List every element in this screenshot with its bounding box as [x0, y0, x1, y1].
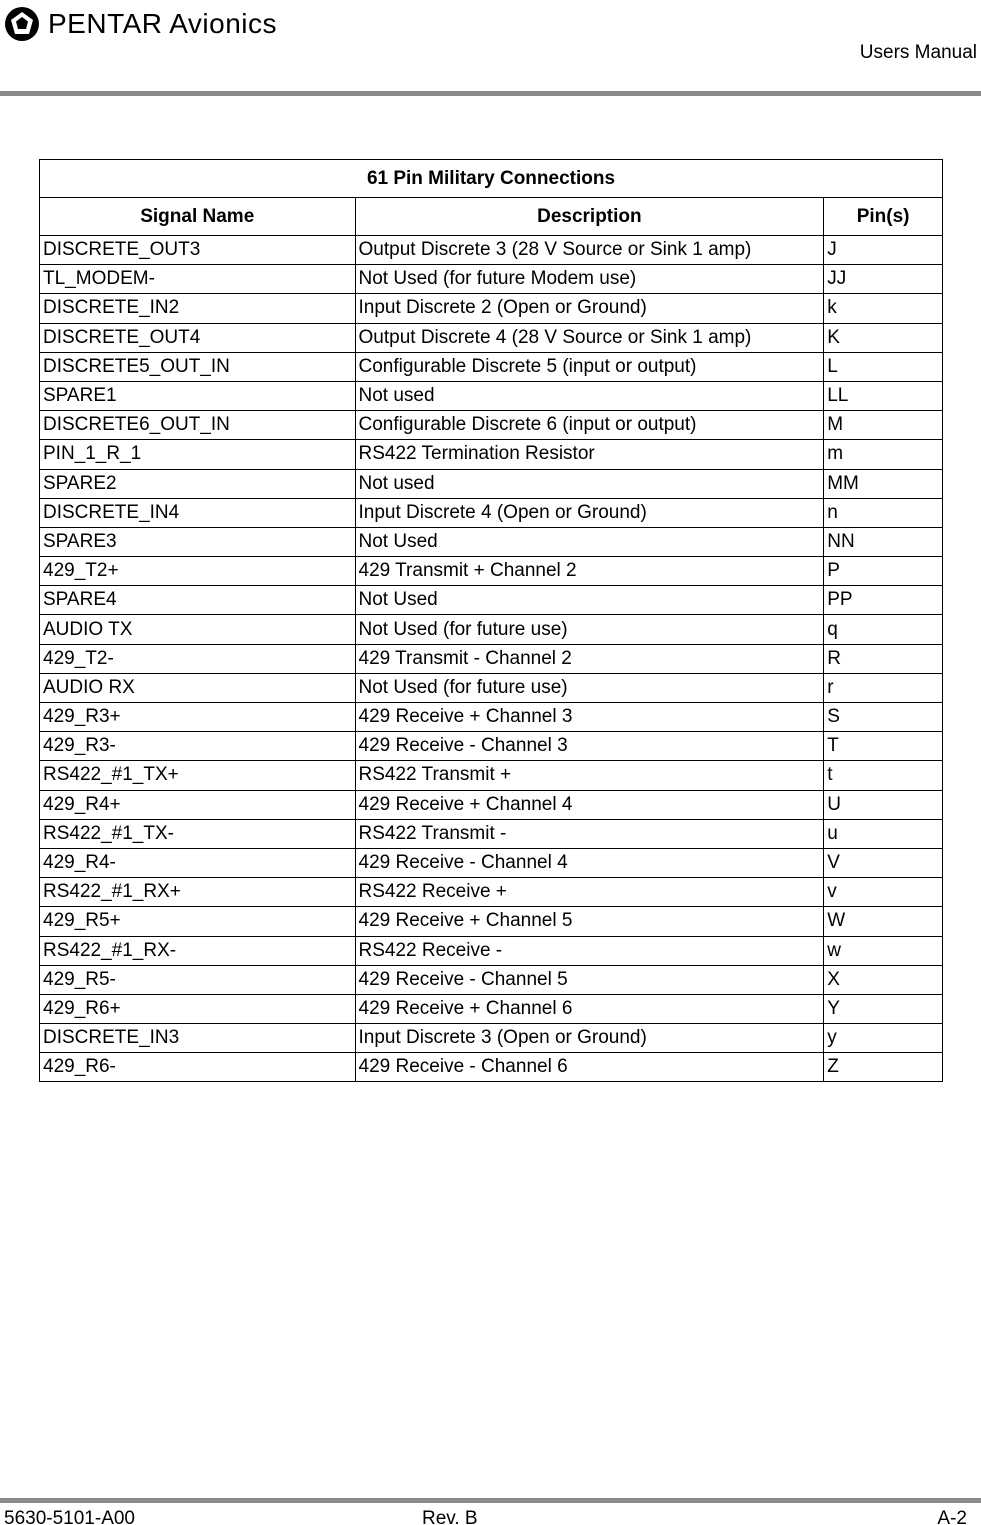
- signal-name-cell: TL_MODEM-: [40, 265, 356, 294]
- pin-cell: Z: [824, 1053, 943, 1082]
- table-row: [40, 644, 943, 673]
- signal-name-cell: SPARE2: [40, 469, 356, 498]
- description-cell: Not Used: [355, 527, 824, 556]
- description-cell: 429 Receive - Channel 3: [355, 732, 824, 761]
- description-cell: 429 Receive - Channel 6: [355, 1053, 824, 1082]
- column-header-signal-name: Signal Name: [40, 198, 356, 236]
- table-row: [40, 936, 943, 965]
- table-row: [40, 878, 943, 907]
- description-cell: Configurable Discrete 5 (input or output): [355, 352, 824, 381]
- pin-cell: t: [824, 761, 943, 790]
- pin-cell: n: [824, 498, 943, 527]
- pin-cell: LL: [824, 381, 943, 410]
- signal-name-cell: DISCRETE5_OUT_IN: [40, 352, 356, 381]
- pin-cell: w: [824, 936, 943, 965]
- description-cell: RS422 Transmit +: [355, 761, 824, 790]
- description-cell: Output Discrete 3 (28 V Source or Sink 1 amp): [355, 236, 824, 265]
- description-cell: 429 Transmit + Channel 2: [355, 557, 824, 586]
- header-rule: [0, 91, 981, 96]
- pin-cell: u: [824, 819, 943, 848]
- signal-name-cell: SPARE3: [40, 527, 356, 556]
- column-header-description: Description: [355, 198, 824, 236]
- table-row: [40, 586, 943, 615]
- revision-label: Rev. B: [422, 1508, 478, 1525]
- description-cell: Not Used (for future use): [355, 615, 824, 644]
- description-cell: 429 Receive + Channel 4: [355, 790, 824, 819]
- signal-name-cell: 429_R5-: [40, 965, 356, 994]
- pin-cell: y: [824, 1024, 943, 1053]
- signal-name-cell: DISCRETE_OUT3: [40, 236, 356, 265]
- signal-name-cell: DISCRETE_OUT4: [40, 323, 356, 352]
- signal-name-cell: SPARE1: [40, 381, 356, 410]
- page-number: A-2: [937, 1508, 967, 1525]
- brand-name: PENTAR Avionics: [48, 8, 277, 39]
- signal-name-cell: AUDIO TX: [40, 615, 356, 644]
- table-row: [40, 761, 943, 790]
- table-row: [40, 965, 943, 994]
- pin-connections-table: [39, 159, 943, 1082]
- table-row: [40, 294, 943, 323]
- table-caption: 61 Pin Military Connections: [40, 160, 943, 198]
- pin-cell: m: [824, 440, 943, 469]
- description-cell: Not Used (for future Modem use): [355, 265, 824, 294]
- pin-cell: k: [824, 294, 943, 323]
- table-row: [40, 323, 943, 352]
- pin-cell: NN: [824, 527, 943, 556]
- signal-name-cell: RS422_#1_TX-: [40, 819, 356, 848]
- description-cell: Not used: [355, 381, 824, 410]
- table-row: [40, 848, 943, 877]
- table-row: [40, 819, 943, 848]
- signal-name-cell: PIN_1_R_1: [40, 440, 356, 469]
- pin-cell: M: [824, 411, 943, 440]
- table-row: [40, 1024, 943, 1053]
- description-cell: 429 Receive - Channel 4: [355, 848, 824, 877]
- signal-name-cell: RS422_#1_RX-: [40, 936, 356, 965]
- signal-name-cell: 429_R6+: [40, 994, 356, 1023]
- description-cell: 429 Receive + Channel 6: [355, 994, 824, 1023]
- description-cell: Input Discrete 2 (Open or Ground): [355, 294, 824, 323]
- table-row: [40, 790, 943, 819]
- brand-logo: [4, 4, 277, 44]
- signal-name-cell: 429_R4+: [40, 790, 356, 819]
- table-row: [40, 469, 943, 498]
- table-row: [40, 527, 943, 556]
- signal-name-cell: 429_R3-: [40, 732, 356, 761]
- table-row: [40, 236, 943, 265]
- table-row: [40, 498, 943, 527]
- table-row: [40, 265, 943, 294]
- pin-cell: r: [824, 673, 943, 702]
- signal-name-cell: DISCRETE_IN4: [40, 498, 356, 527]
- pin-cell: U: [824, 790, 943, 819]
- pin-cell: W: [824, 907, 943, 936]
- pin-cell: P: [824, 557, 943, 586]
- pin-cell: PP: [824, 586, 943, 615]
- description-cell: RS422 Termination Resistor: [355, 440, 824, 469]
- pin-cell: Y: [824, 994, 943, 1023]
- table-row: [40, 1053, 943, 1082]
- pin-cell: T: [824, 732, 943, 761]
- footer-rule: [0, 1498, 981, 1503]
- table-row: [40, 907, 943, 936]
- signal-name-cell: 429_T2+: [40, 557, 356, 586]
- description-cell: Not Used (for future use): [355, 673, 824, 702]
- table-row: [40, 673, 943, 702]
- table-body: [40, 236, 943, 1082]
- pin-cell: X: [824, 965, 943, 994]
- description-cell: Configurable Discrete 6 (input or output): [355, 411, 824, 440]
- description-cell: 429 Receive + Channel 5: [355, 907, 824, 936]
- signal-name-cell: 429_R5+: [40, 907, 356, 936]
- signal-name-cell: RS422_#1_RX+: [40, 878, 356, 907]
- table-row: [40, 381, 943, 410]
- description-cell: Input Discrete 4 (Open or Ground): [355, 498, 824, 527]
- description-cell: Not used: [355, 469, 824, 498]
- table-row: [40, 703, 943, 732]
- document-number: 5630-5101-A00: [4, 1508, 135, 1525]
- pin-cell: JJ: [824, 265, 943, 294]
- pin-cell: L: [824, 352, 943, 381]
- table-row: [40, 732, 943, 761]
- signal-name-cell: 429_T2-: [40, 644, 356, 673]
- document-type: Users Manual: [859, 42, 977, 63]
- pin-cell: J: [824, 236, 943, 265]
- signal-name-cell: DISCRETE_IN2: [40, 294, 356, 323]
- description-cell: RS422 Transmit -: [355, 819, 824, 848]
- signal-name-cell: DISCRETE_IN3: [40, 1024, 356, 1053]
- description-cell: 429 Transmit - Channel 2: [355, 644, 824, 673]
- description-cell: RS422 Receive +: [355, 878, 824, 907]
- pin-cell: R: [824, 644, 943, 673]
- table-row: [40, 352, 943, 381]
- table-row: [40, 615, 943, 644]
- pin-cell: v: [824, 878, 943, 907]
- signal-name-cell: SPARE4: [40, 586, 356, 615]
- table-row: [40, 994, 943, 1023]
- column-header-pins: Pin(s): [824, 198, 943, 236]
- pin-cell: q: [824, 615, 943, 644]
- pin-cell: V: [824, 848, 943, 877]
- pin-cell: S: [824, 703, 943, 732]
- signal-name-cell: 429_R6-: [40, 1053, 356, 1082]
- description-cell: Output Discrete 4 (28 V Source or Sink 1 amp): [355, 323, 824, 352]
- signal-name-cell: AUDIO RX: [40, 673, 356, 702]
- table-row: [40, 411, 943, 440]
- table-row: [40, 440, 943, 469]
- pentar-logo-icon: [4, 6, 40, 42]
- signal-name-cell: 429_R3+: [40, 703, 356, 732]
- signal-name-cell: RS422_#1_TX+: [40, 761, 356, 790]
- table-row: [40, 557, 943, 586]
- description-cell: RS422 Receive -: [355, 936, 824, 965]
- signal-name-cell: 429_R4-: [40, 848, 356, 877]
- pin-cell: MM: [824, 469, 943, 498]
- description-cell: 429 Receive - Channel 5: [355, 965, 824, 994]
- description-cell: 429 Receive + Channel 3: [355, 703, 824, 732]
- description-cell: Not Used: [355, 586, 824, 615]
- pin-cell: K: [824, 323, 943, 352]
- description-cell: Input Discrete 3 (Open or Ground): [355, 1024, 824, 1053]
- signal-name-cell: DISCRETE6_OUT_IN: [40, 411, 356, 440]
